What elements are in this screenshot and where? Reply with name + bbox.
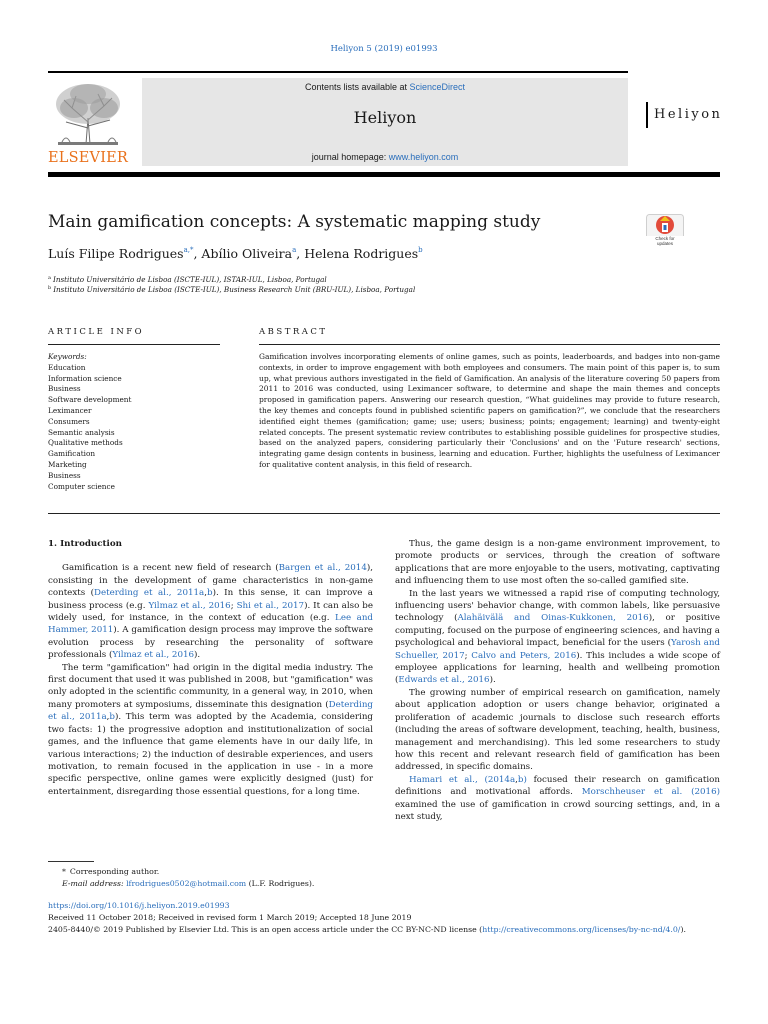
author-list: Luís Filipe Rodrigues$^{a,*}$, Abílio Oliveira$^a$, Helena Rodrigues$^b$ <box>48 246 423 261</box>
email-link[interactable]: lfrodrigues0502@hotmail.com <box>126 879 247 888</box>
keyword: Semantic analysis <box>48 427 115 437</box>
affiliation-mark[interactable]: a, <box>183 246 190 254</box>
affiliation-mark[interactable]: b <box>418 246 423 254</box>
body-text: , <box>106 712 110 723</box>
elsevier-tree-icon <box>48 78 128 148</box>
body-paragraph <box>48 662 373 798</box>
body-text: ). <box>489 675 496 686</box>
body-paragraph <box>395 588 720 687</box>
abstract-bottom-rule <box>48 513 720 514</box>
body-paragraph <box>395 687 720 774</box>
body-text: focused their research on gamification definitions and motivational affords. <box>395 774 720 798</box>
citation-link[interactable]: Bargen et al., 2014 <box>278 563 367 574</box>
body-text: examined the use of gamification in crowd sourcing settings, and, in a next study, <box>395 799 720 822</box>
check-for-updates-label: Check for updates <box>655 236 675 246</box>
citation-link[interactable]: Shi et al., 2017 <box>236 600 305 611</box>
citation-link[interactable]: Morschheuser et al. (2016) <box>581 787 720 798</box>
masthead-bottom-rule <box>48 172 720 177</box>
citation-link[interactable]: b) <box>517 774 527 785</box>
abstract-text: Gamification involves incorporating elements of online games, such as points, leaderboards, and badges into non-game contexts, in order to improve engagement with both employees and consumers. The main point of this paper is, to sum up, what previous authors investigated in the field of Gamification. An analysis of the literature covering 50 papers from 2011 to 2016 was conducted, using Leximancer software, to determine and shape the main themes and concepts proposed in gamification papers. Answering our research question, “What guidelines may provide to future research, the key themes and concepts found in published scientific papers on gamification?”, we conclude that the researchers identified eight themes (gamification; game; use; users; business; points; engagement; learning) and twenty-eight related concepts. The present systematic review contributes to establishing possible guidelines for prospective studies, based on the analyzed papers, considering particularly their 'Conclusions' and on the 'Future research' sections, integrating game design contents in business, learning and education. Further, highlights the usefulness of Leximancer for qualitative content analysis, in this field of research. <box>259 352 720 469</box>
body-text: ). In this sense, it can improve a business process (e.g. <box>48 588 373 611</box>
contents-availability: Contents lists available at ScienceDirect <box>304 82 466 92</box>
affiliation-mark[interactable]: a <box>292 246 297 254</box>
body-text: ), or positive computing, focused on the purpose of engineering sciences, and having a psychological and behavioral impact, beneficial for the users ( <box>395 613 720 649</box>
elsevier-logo[interactable] <box>48 78 128 166</box>
citation-link[interactable]: b <box>109 712 115 723</box>
body-text: Gamification is a recent new field of research ( <box>62 563 279 574</box>
journal-reference[interactable]: Heliyon 5 (2019) e01993 <box>330 44 438 54</box>
received-dates: Received 11 October 2018; Received in revised form 1 March 2019; Accepted 18 June 2019 <box>48 913 412 922</box>
crossmark-icon <box>646 214 684 236</box>
journal-masthead <box>142 78 628 166</box>
body-paragraph <box>48 562 373 661</box>
author-name: Helena Rodrigues <box>304 246 419 261</box>
body-text: ). <box>194 650 201 661</box>
citation-link[interactable]: Deterding et al., 2011a <box>48 699 373 723</box>
body-paragraph <box>395 774 720 824</box>
citation-link[interactable]: b <box>207 588 213 599</box>
abstract-heading: ABSTRACT <box>259 327 328 337</box>
sciencedirect-link[interactable]: ScienceDirect <box>409 82 466 92</box>
citation-link[interactable]: Hamari et al., (2014a <box>409 774 516 785</box>
keyword: Business <box>48 470 81 480</box>
body-text: ; <box>230 600 237 611</box>
affiliation-b: $^b$ Instituto Universitário de Lisboa (ISCTE-IUL), Business Research Unit (BRU-IUL), Lisboa, Portugal <box>48 285 416 294</box>
footnote-rule <box>48 861 94 862</box>
body-paragraph <box>395 538 720 588</box>
article-title: Main gamification concepts: A systematic mapping study <box>48 212 541 232</box>
keyword: Computer science <box>48 481 115 491</box>
citation-link[interactable]: Calvo and Peters, 2016 <box>471 650 577 661</box>
keywords-label: Keywords: <box>48 352 87 361</box>
body-text: ). This includes a wide scope of employee applications for learning, health and wellbeing promotion ( <box>395 650 720 686</box>
citation-link[interactable]: Yilmaz et al., 2016 <box>148 600 231 611</box>
journal-title: Heliyon <box>353 108 417 127</box>
keyword: Business <box>48 384 81 394</box>
body-text: ; <box>464 650 472 661</box>
body-text: ), consisting in the development of game characteristics in non-game contexts ( <box>48 563 373 599</box>
article-info-heading: ARTICLE INFO <box>48 327 145 337</box>
body-column-right <box>395 538 720 823</box>
keyword: Gamification <box>48 449 96 459</box>
section-heading-introduction: 1. Introduction <box>48 539 122 549</box>
body-text: Thus, the game design is a non-game environment improvement, to promote products or services, through the creation of software applications that are more enjoyable to the users, motivating, captivating and influencing them to use most often the so-called gamified site. <box>395 539 720 587</box>
corresponding-author-footnote: * Corresponding author. E-mail address: lfrodrigues0502@hotmail.com (L.F. Rodrigues). <box>62 867 315 888</box>
body-text: , <box>515 774 518 785</box>
body-text: In the last years we witnessed a rapid rise of computing technology, influencing users' behavior change, with common labels, like persuasive technology ( <box>395 588 720 624</box>
corresponding-mark[interactable]: * <box>189 246 194 254</box>
keyword: Leximancer <box>48 405 92 415</box>
affiliation-a: $^a$ Instituto Universitário de Lisboa (ISCTE-IUL), ISTAR-IUL, Lisboa, Portugal <box>48 275 327 284</box>
citation-link[interactable]: Yilmaz et al., 2016 <box>112 650 195 661</box>
doi-link[interactable]: https://doi.org/10.1016/j.heliyon.2019.e01993 <box>48 901 230 910</box>
keyword: Qualitative methods <box>48 438 123 448</box>
citation-link[interactable]: Edwards et al., 2016 <box>398 675 490 686</box>
keyword: Information science <box>48 373 122 383</box>
elsevier-wordmark: ELSEVIER <box>48 150 129 166</box>
body-text: , <box>204 588 207 599</box>
citation-link[interactable]: Deterding et al., 2011a <box>94 588 205 599</box>
article-metadata <box>48 900 728 936</box>
body-text: The term "gamification" had origin in the digital media industry. The first document that used it was published in 2008, but "gamification" was only adopted in the scientific community, in a general way, in 2010, when many promoters at symposiums, disseminate this designation ( <box>48 662 373 710</box>
author-name: Luís Filipe Rodrigues <box>48 246 184 261</box>
body-text: The growing number of empirical research on gamification, namely about application adoption or users change behavior, originated a proliferation of academic journals to disclose such research efforts (including the areas of software development, teaching, health, business, management and merchandising). This led some researchers to study how this recent and relevant research field of gamification has been addressed, in specific domains. <box>395 687 720 773</box>
body-text: ). A gamification design process may improve the software evolution process by researching the personality of software professionals ( <box>48 625 374 661</box>
keyword: Consumers <box>48 416 90 426</box>
keyword: Education <box>48 362 86 372</box>
citation-link[interactable]: Yarosh and Schueller, 2017 <box>395 638 720 661</box>
journal-homepage: journal homepage: www.heliyon.com <box>311 152 459 162</box>
body-text: ). This term was adopted by the Academia, considering two facts: 1) the progressive adoption and institutionalization of social games, and the influence that game elements have in our daily life, in various interactions; 2) the induction of desirable experiences, and users motivation, to remain focused in the application in use - in a more specific perspective, online games were explicitly designed (just) for entertainment, disregarding those essential questions, for a long time. <box>48 712 373 797</box>
citation-link[interactable]: Alahäivälä and Oinas-Kukkonen, 2016 <box>457 613 649 624</box>
masthead-top-rule <box>48 71 628 73</box>
author-name: Abílio Oliveira <box>201 246 293 261</box>
article-info-rule <box>48 344 220 345</box>
abstract-rule <box>259 344 720 345</box>
keyword: Marketing <box>48 459 87 469</box>
license-link[interactable]: http://creativecommons.org/licenses/by-nc-nd/4.0/ <box>482 925 681 934</box>
check-for-updates-badge[interactable] <box>646 214 684 252</box>
keywords-list <box>48 352 220 492</box>
citation-link[interactable]: Lee and Hammer, 2011 <box>48 613 373 636</box>
journal-cover-logo[interactable]: Heliyon <box>646 102 722 128</box>
body-text: ). It can also be widely used, for instance, in the context of education (e.g. <box>48 600 373 624</box>
license-statement: 2405-8440/© 2019 Published by Elsevier Ltd. This is an open access article under the CC BY-NC-ND license (http://creativecommons.org/licenses/by-nc-nd/4.0/). <box>48 925 686 934</box>
body-column-left <box>48 538 373 798</box>
homepage-link[interactable]: www.heliyon.com <box>388 152 459 162</box>
keyword: Software development <box>48 395 132 405</box>
